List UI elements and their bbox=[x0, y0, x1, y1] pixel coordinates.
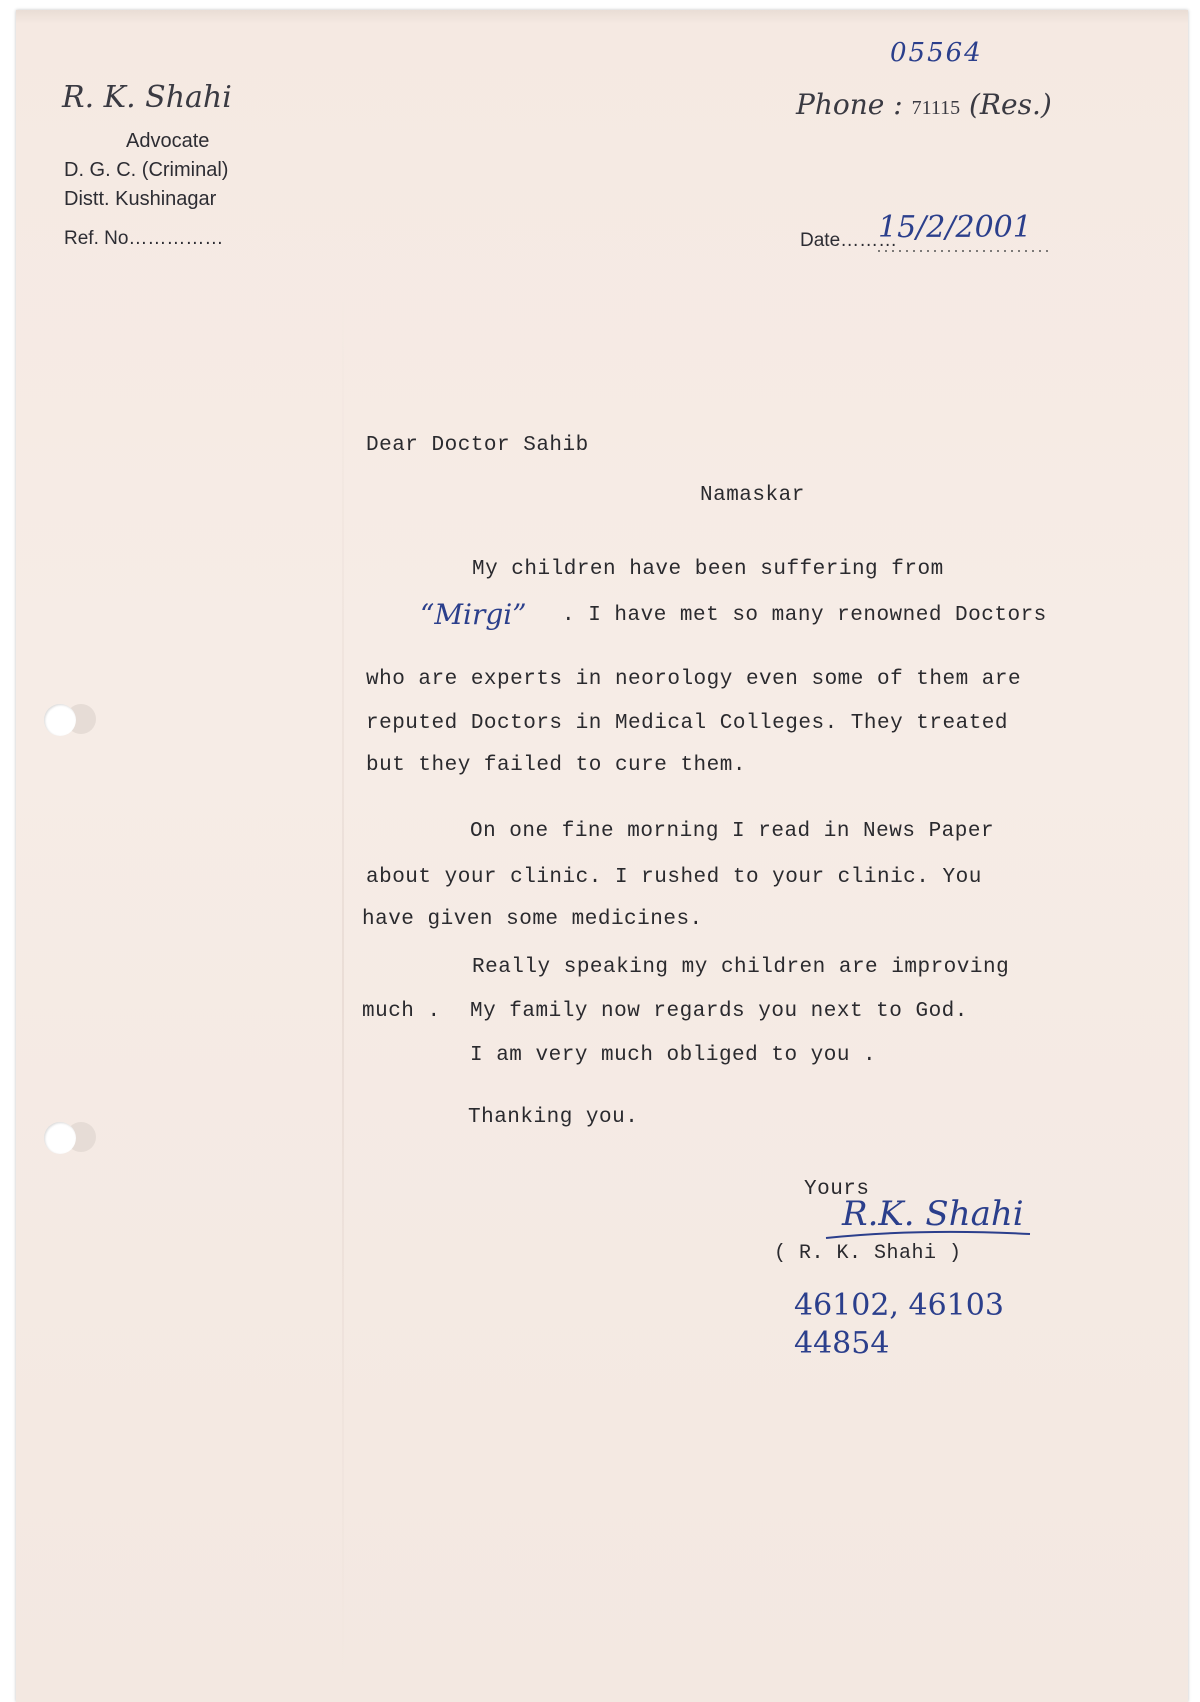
greeting: Namaskar bbox=[700, 484, 805, 507]
letterhead-name: R. K. Shahi bbox=[62, 80, 232, 115]
closing: Yours bbox=[804, 1178, 870, 1201]
letterhead-title: Advocate bbox=[126, 130, 210, 152]
date-dotted-line bbox=[878, 246, 1048, 256]
body-line-1: My children have been suffering from bbox=[472, 558, 944, 581]
date-value: 15/2/2001 bbox=[878, 210, 1032, 245]
body-line-10: much . bbox=[362, 1000, 441, 1023]
body-line-11: My family now regards you next to God. bbox=[470, 1000, 968, 1023]
body-line-8: have given some medicines. bbox=[362, 908, 703, 931]
handwritten-mirgi: “Mirgi” bbox=[420, 598, 527, 631]
thanking-line: Thanking you. bbox=[468, 1106, 639, 1129]
body-line-6: On one fine morning I read in News Paper bbox=[470, 820, 995, 843]
body-line-5: but they failed to cure them. bbox=[366, 754, 746, 777]
salutation: Dear Doctor Sahib bbox=[366, 434, 589, 457]
punch-hole bbox=[44, 704, 76, 736]
signature: R.K. Shahi bbox=[842, 1194, 1024, 1234]
punch-hole bbox=[44, 1122, 76, 1154]
body-line-3: who are experts in neorology even some of them are bbox=[366, 668, 1022, 691]
body-line-9: Really speaking my children are improving bbox=[472, 956, 1010, 979]
typed-name: ( R. K. Shahi ) bbox=[774, 1242, 962, 1265]
date-label: Date……… bbox=[800, 230, 898, 251]
handwritten-phones-1: 46102, 46103 bbox=[794, 1288, 1004, 1323]
letterhead-district: Distt. Kushinagar bbox=[64, 188, 217, 210]
letter-page bbox=[16, 10, 1188, 1702]
handwritten-phones-2: 44854 bbox=[794, 1326, 890, 1361]
ref-number-label: Ref. No…………… bbox=[64, 228, 224, 249]
body-line-12: I am very much obliged to you . bbox=[470, 1044, 877, 1067]
body-line-2: . I have met so many renowned Doctors bbox=[562, 604, 1047, 627]
body-line-4: reputed Doctors in Medical Colleges. They treated bbox=[366, 712, 1009, 735]
phone-suffix: (Res.) bbox=[969, 88, 1052, 121]
letterhead-designation: D. G. C. (Criminal) bbox=[64, 159, 229, 181]
phone-line bbox=[796, 88, 1052, 121]
body-line-7: about your clinic. I rushed to your clinic. You bbox=[366, 866, 982, 889]
phone-label: Phone : bbox=[796, 88, 903, 121]
file-number: 05564 bbox=[890, 38, 983, 68]
phone-number: 71115 bbox=[911, 97, 961, 119]
fold-line bbox=[342, 290, 344, 1690]
torn-edge bbox=[16, 10, 1188, 24]
